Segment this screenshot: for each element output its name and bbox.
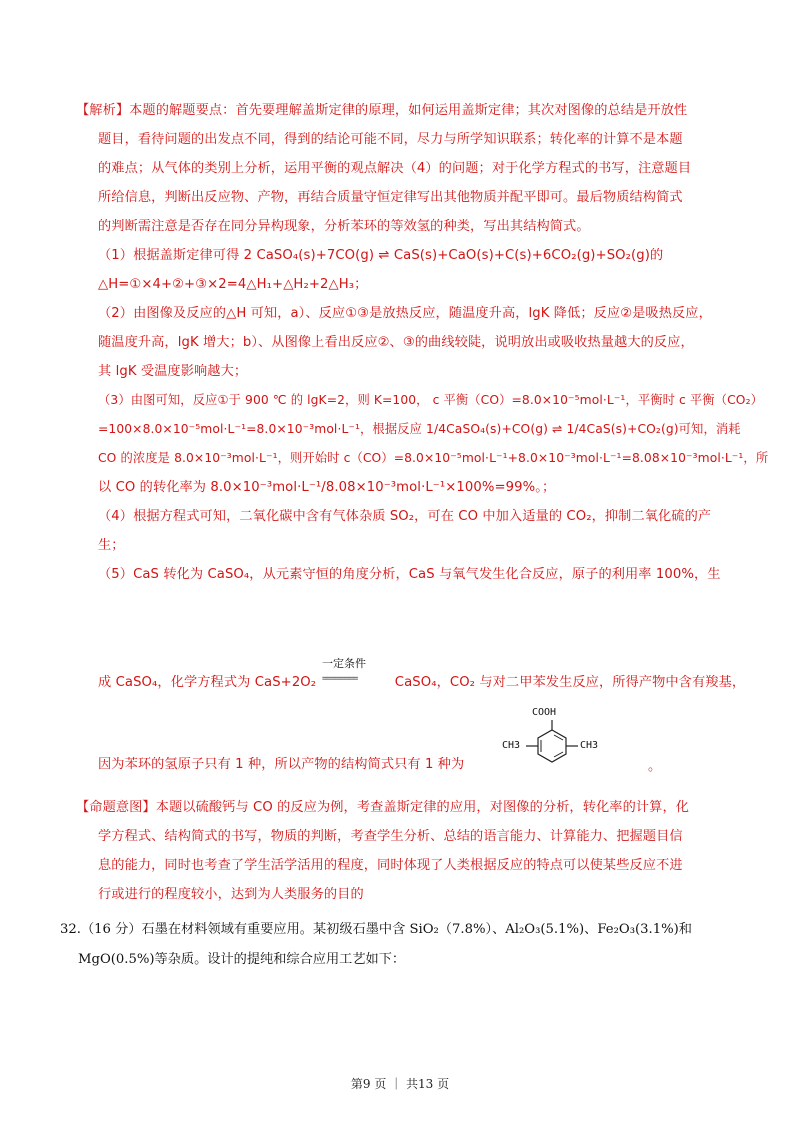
cooh-label: COOH: [532, 707, 557, 718]
analysis-block: [76, 96, 769, 589]
analysis-line: =100×8.0×10⁻⁵mol·L⁻¹=8.0×10⁻³mol·L⁻¹，根据反应 1/4CaSO₄(s)+CO(g) ⇌ 1/4CaS(s)+CO₂(g)可知，消耗: [98, 422, 741, 436]
analysis-line: 题目，看待问题的出发点不同，得到的结论可能不同，尽力与所学知识联系；转化率的计算不是本题: [98, 132, 683, 147]
equation-left: 成 CaSO₄，化学方程式为 CaS+2O₂: [98, 675, 317, 690]
analysis-line: 以 CO 的转化率为 8.0×10⁻³mol·L⁻¹/8.08×10⁻³mol·L⁻¹×100%=99%。；: [98, 480, 556, 495]
page-footer: 第9 页 ｜ 共13 页: [350, 1077, 450, 1091]
analysis-line: 生；: [98, 538, 125, 553]
analysis-line: （2）由图像及反应的△H 可知，a）、反应①③是放热反应，随温度升高，lgK 降低；反应②是吸热反应，: [98, 306, 712, 321]
intent-line: 行或进行的程度较小，达到为人类服务的目的: [98, 887, 364, 902]
analysis-line: （1）根据盖斯定律可得 2 CaSO₄(s)+7CO(g) ⇌ CaS(s)+CaO(s)+C(s)+6CO₂(g)+SO₂(g)的: [98, 248, 664, 263]
analysis-line: （4）根据方程式可知，二氧化碳中含有气体杂质 SO₂，可在 CO 中加入适量的 CO₂，抑制二氧化硫的产: [98, 509, 712, 524]
ch3-left-label: CH3: [502, 740, 521, 751]
equation-bar: ========: [322, 674, 358, 684]
analysis-line: 随温度升高，lgK 增大；b）、从图像上看出反应②、③的曲线较陡，说明放出或吸收热量越大的反应，: [98, 335, 694, 350]
intent-line: 息的能力，同时也考查了学生活学活用的程度，同时体现了人类根据反应的特点可以使某些反应不进: [98, 858, 683, 873]
question-line: 32.（16 分）石墨在材料领域有重要应用。某初级石墨中含 SiO₂（7.8%）、Al₂O₃(5.1%)、Fe₂O₃(3.1%)和: [60, 922, 692, 937]
analysis-line: （3）由图可知，反应①于 900 ℃ 的 lgK=2，则 K=100， c 平衡（CO）=8.0×10⁻⁵mol·L⁻¹，平衡时 c 平衡（CO₂）: [98, 393, 763, 407]
intent-block: [76, 793, 736, 909]
analysis-line: 其 lgK 受温度影响越大；: [98, 364, 248, 379]
analysis-line: △H=①×4+②+③×2=4△H₁+△H₂+2△H₃；: [98, 277, 368, 292]
question-line: MgO(0.5%)等杂质。设计的提纯和综合应用工艺如下：: [78, 952, 406, 967]
analysis-line: 所给信息，判断出反应物、产物，再结合质量守恒定律写出其他物质并配平即可。最后物质结构简式: [98, 190, 683, 205]
structure-end-mark: 。: [648, 759, 662, 774]
intent-line: 学方程式、结构简式的书写，物质的判断，考查学生分析、总结的语言能力、计算能力、把握题目信: [98, 829, 683, 844]
equation-right: CaSO₄，CO₂ 与对二甲苯发生反应，所得产物中含有羧基，: [394, 675, 746, 690]
equation-condition: 一定条件: [322, 657, 366, 670]
analysis-line: CO 的浓度是 8.0×10⁻³mol·L⁻¹，则开始时 c（CO）=8.0×10⁻⁵mol·L⁻¹+8.0×10⁻³mol·L⁻¹=8.08×10⁻³mol·L⁻¹，所: [98, 451, 769, 465]
intent-line: 【命题意图】本题以硫酸钙与 CO 的反应为例，考查盖斯定律的应用，对图像的分析，转化率的计算，化: [76, 800, 690, 815]
ch3-right-label: CH3: [580, 740, 599, 751]
analysis-line: 的难点；从气体的类别上分析，运用平衡的观点解决（4）的问题；对于化学方程式的书写，注意题目: [98, 161, 692, 176]
question-32: [60, 915, 720, 975]
analysis-line: 【解析】本题的解题要点：首先要理解盖斯定律的原理，如何运用盖斯定律；其次对图像的总结是开放性: [76, 103, 688, 118]
analysis-line: 的判断需注意是否存在同分异构现象，分析苯环的等效氢的种类，写出其结构简式。: [98, 219, 590, 234]
analysis-line: （5）CaS 转化为 CaSO₄，从元素守恒的角度分析，CaS 与氧气发生化合反应，原子的利用率 100%，生: [98, 567, 721, 582]
structure-text: 因为苯环的氢原子只有 1 种，所以产物的结构简式只有 1 种为: [98, 757, 465, 772]
equation-line: [98, 668, 746, 697]
